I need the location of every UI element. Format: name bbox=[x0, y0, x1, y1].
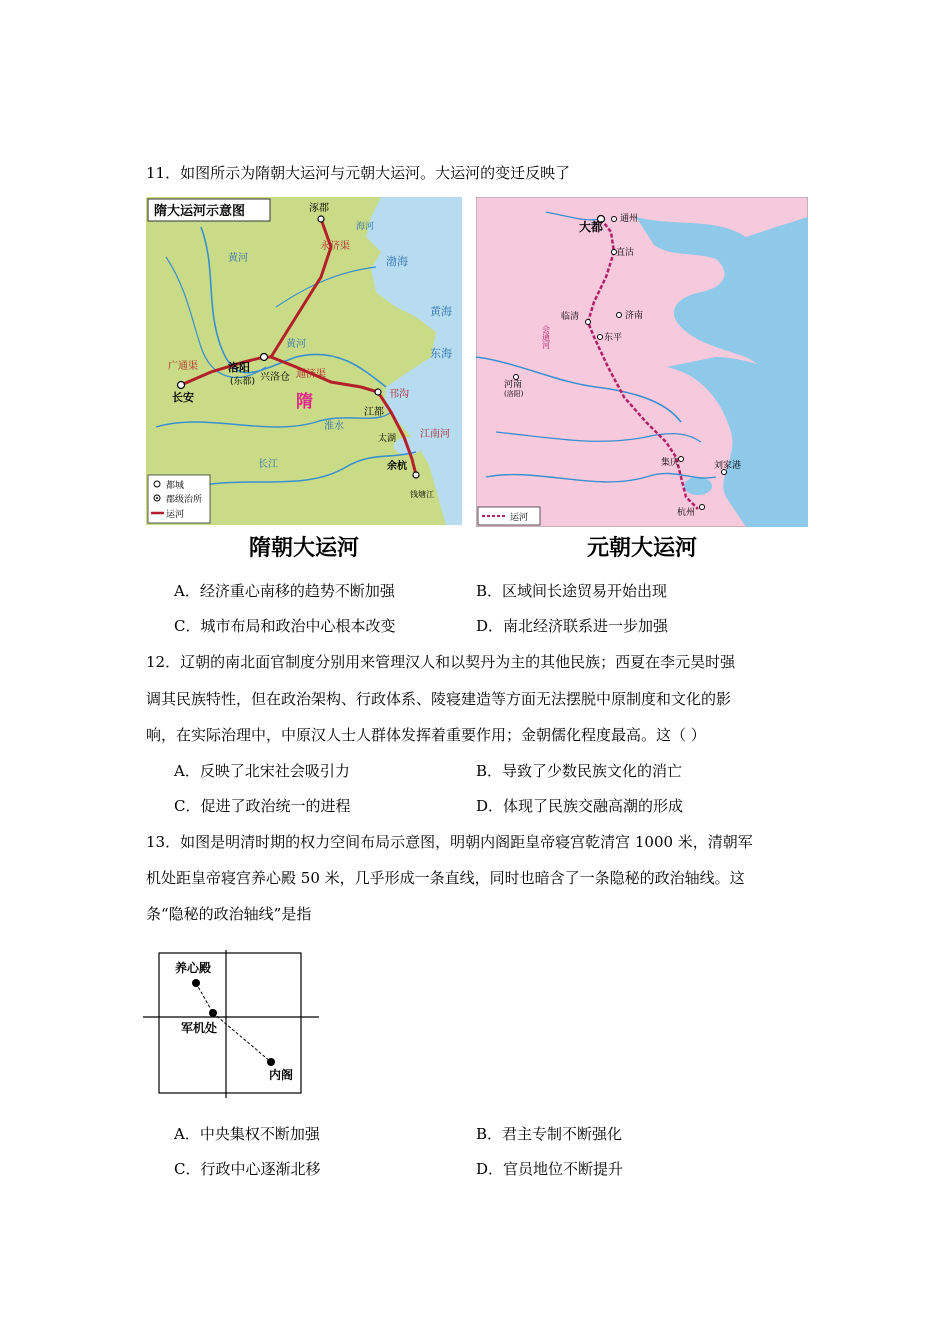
legend-canal: 运河 bbox=[166, 510, 185, 520]
label-liujiagang: 刘家港 bbox=[714, 461, 742, 471]
luoyang-marker bbox=[261, 354, 268, 361]
label-huitonghe: 会通河 bbox=[541, 325, 551, 349]
label-zhigu: 直沽 bbox=[616, 248, 635, 258]
q11-option-a[interactable]: A．经济重心南移的趋势不断加强 bbox=[174, 582, 395, 600]
label-huanghai: 黄海 bbox=[430, 305, 452, 318]
label-changan: 长安 bbox=[172, 391, 194, 404]
q11-option-c[interactable]: C．城市布局和政治中心根本改变 bbox=[174, 617, 396, 635]
label-huanghe-mid: 黄河 bbox=[286, 339, 306, 350]
sui-title: 隋大运河示意图 bbox=[154, 204, 246, 219]
q12-option-b[interactable]: B．导致了少数民族文化的消亡 bbox=[476, 762, 683, 780]
label-henan: 河南 bbox=[504, 380, 523, 390]
label-linqing: 临清 bbox=[561, 312, 580, 322]
label-hangou: 邗沟 bbox=[389, 389, 409, 400]
label-luoyang-note: (东都) bbox=[230, 377, 256, 387]
sui-map-caption: 隋朝大运河 bbox=[248, 536, 359, 561]
q13-option-d[interactable]: D．官员地位不断提升 bbox=[476, 1160, 624, 1178]
label-jinan: 济南 bbox=[625, 311, 644, 321]
label-dadu: 大都 bbox=[579, 220, 604, 234]
label-guangtongqu: 广通渠 bbox=[168, 361, 198, 372]
power-layout-diagram bbox=[143, 950, 323, 1100]
q11-option-d[interactable]: D．南北经济联系进一步加强 bbox=[476, 617, 669, 635]
q12-option-a[interactable]: A．反映了北宋社会吸引力 bbox=[174, 762, 350, 780]
neige-dot bbox=[267, 1058, 275, 1066]
label-henan-note: (洛阳) bbox=[504, 390, 524, 398]
yuan-canal-map bbox=[476, 197, 808, 527]
label-haihe: 海河 bbox=[356, 222, 375, 232]
q13-option-c[interactable]: C．行政中心逐渐北移 bbox=[174, 1160, 321, 1178]
label-yuhang: 余杭 bbox=[387, 461, 407, 472]
label-tongjiqu: 通济渠 bbox=[296, 369, 326, 380]
label-yongjiqu: 永济渠 bbox=[320, 241, 350, 252]
label-taihu: 太湖 bbox=[378, 434, 397, 444]
q12-option-c[interactable]: C．促进了政治统一的进程 bbox=[174, 797, 351, 815]
label-dongping: 东平 bbox=[604, 333, 623, 343]
label-luoyang: 洛阳 bbox=[228, 361, 250, 374]
q13-stem-line-1: 13．如图是明清时期的权力空间布局示意图，明朝内阁距皇帝寝宫乾清宫 1000 米，清朝军 bbox=[146, 833, 753, 851]
label-huanghe-left: 黄河 bbox=[228, 253, 248, 264]
changan-marker bbox=[178, 382, 185, 389]
label-zhuojun: 涿郡 bbox=[309, 203, 329, 214]
label-xingluocang: 兴洛仓 bbox=[260, 372, 290, 383]
yuhang-marker bbox=[413, 472, 419, 478]
label-huaishui: 淮水 bbox=[324, 421, 344, 432]
q13-stem-line-2: 机处距皇帝寝宫养心殿 50 米，几乎形成一条直线，同时也暗含了一条隐秘的政治轴线。这 bbox=[146, 869, 745, 887]
q12-stem-line-2: 调其民族特性，但在政治架构、行政体系、陵寝建造等方面无法摆脱中原制度和文化的影 bbox=[146, 690, 732, 708]
label-jiangdu: 江都 bbox=[364, 407, 384, 418]
yuan-map-caption: 元朝大运河 bbox=[586, 536, 697, 561]
legend-capital: 都城 bbox=[166, 481, 185, 491]
junjichu-dot bbox=[209, 1009, 217, 1017]
yangxindian-dot bbox=[192, 979, 200, 987]
zhuojun-marker bbox=[318, 216, 324, 222]
q13-stem-line-3: 条“隐秘的政治轴线”是指 bbox=[146, 905, 312, 923]
q11-stem: 11．如图所示为隋朝大运河与元朝大运河。大运河的变迁反映了 bbox=[146, 164, 571, 182]
legend-prefecture: 郡级治所 bbox=[166, 495, 203, 505]
label-sui-dynasty: 隋 bbox=[296, 392, 313, 412]
q13-option-a[interactable]: A．中央集权不断加强 bbox=[174, 1125, 320, 1143]
label-yangxindian: 养心殿 bbox=[175, 961, 212, 975]
label-jiangnanhe: 江南河 bbox=[420, 429, 450, 440]
q13-option-b[interactable]: B．君主专制不断强化 bbox=[476, 1125, 623, 1143]
sui-canal-map bbox=[146, 197, 462, 525]
label-hangzhou: 杭州 bbox=[677, 508, 696, 518]
q11-option-b[interactable]: B．区域间长途贸易开始出现 bbox=[476, 582, 668, 600]
label-junjichu: 军机处 bbox=[181, 1021, 218, 1035]
label-tongzhou: 通州 bbox=[620, 214, 639, 224]
label-neige: 内阁 bbox=[269, 1068, 294, 1082]
q12-stem-line-1: 12．辽朝的南北面官制度分别用来管理汉人和以契丹为主的其他民族；西夏在李元昊时强 bbox=[146, 653, 736, 671]
label-qiantangjiang: 钱塘江 bbox=[410, 490, 434, 499]
label-changjiang: 长江 bbox=[258, 459, 278, 470]
label-jiqing: 集庆 bbox=[661, 458, 680, 468]
yuan-legend-canal: 运河 bbox=[510, 513, 529, 523]
label-donghai: 东海 bbox=[430, 347, 452, 360]
yuan-taihu bbox=[684, 477, 712, 495]
q12-option-d[interactable]: D．体现了民族交融高潮的形成 bbox=[476, 797, 684, 815]
q12-stem-line-3: 响，在实际治理中，中原汉人士人群体发挥着重要作用；金朝儒化程度最高。这（ ） bbox=[146, 726, 706, 744]
label-bohai: 渤海 bbox=[386, 255, 408, 268]
jiangdu-marker bbox=[375, 389, 381, 395]
